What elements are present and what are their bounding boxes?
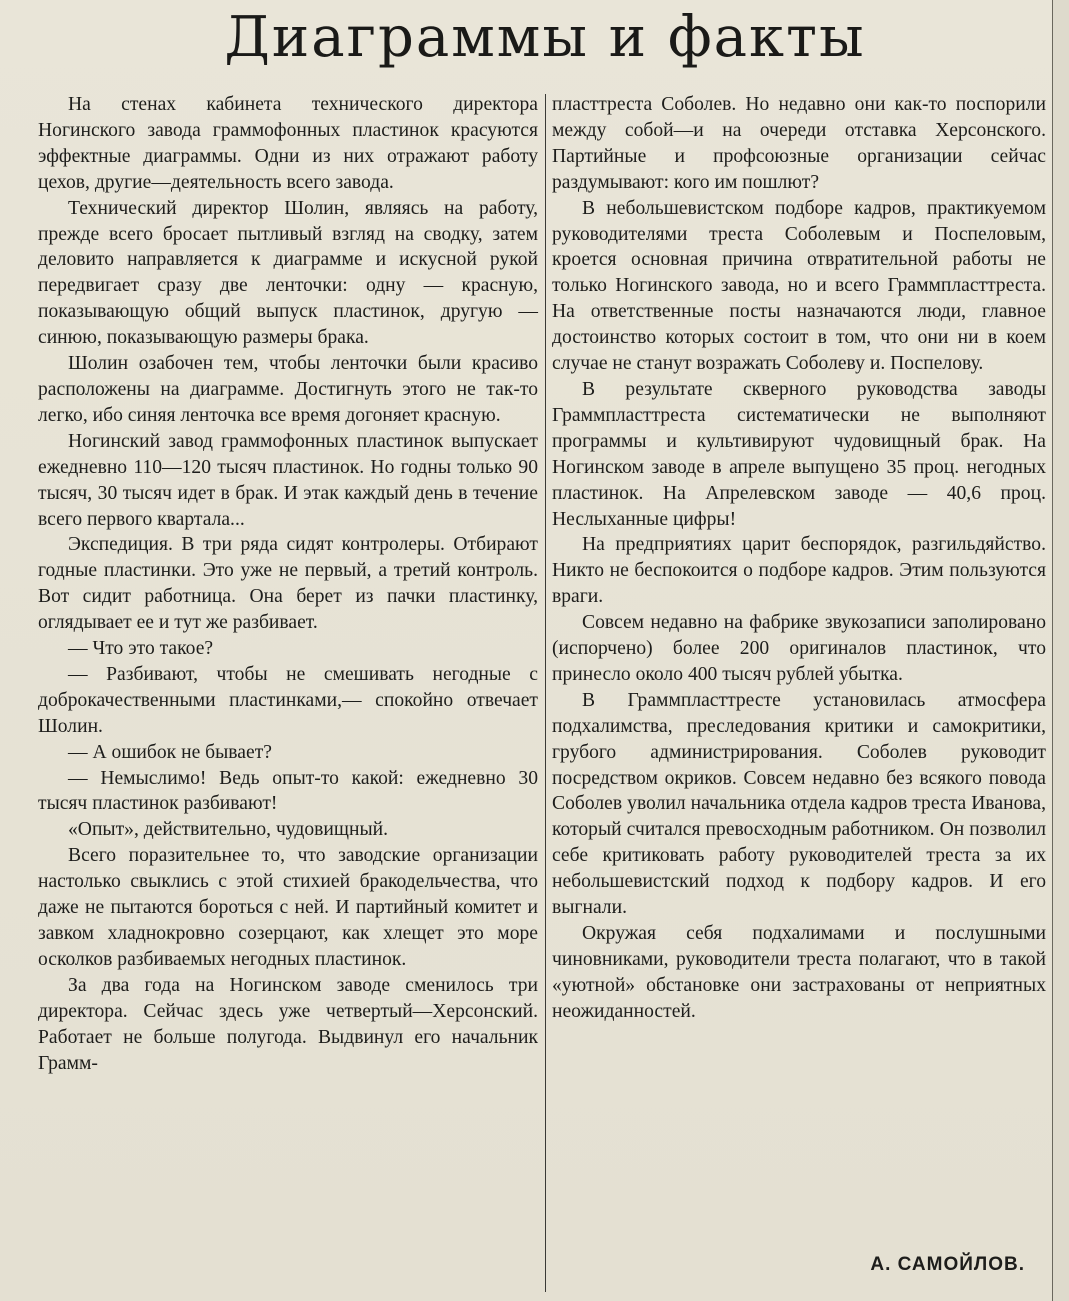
- paragraph: пласттреста Соболев. Но недавно они как-то поспорили между собой—и на очереди отставка Херсонского. Партийные и профсоюзные организации сейчас раздумывают: кого им пошлют?: [552, 94, 1046, 193]
- dialogue-line: — Разбивают, чтобы не смешивать негодные с доброкачественными пластинками,— спокойно отвечает Шолин.: [38, 663, 538, 737]
- paragraph: Шолин озабочен тем, чтобы ленточки были красиво расположены на диаграмме. Достигнуть этого не так-то легко, ибо синяя ленточка все время догоняет красную.: [38, 353, 538, 426]
- paragraph: Окружая себя подхалимами и послушными чиновниками, руководители треста полагают, что в такой «уютной» обстановке они застрахованы от неприятных неожиданностей.: [552, 923, 1046, 1022]
- adjacent-column-edge: [1053, 0, 1069, 1301]
- paragraph: Всего поразительнее то, что заводские организации настолько свыклись с этой стихией бракодельчества, что даже не пытаются бороться с ней. И партийный комитет и завком хладнокровно созерцают, как хлещет это море осколков разбиваемых негодных пластинок.: [38, 845, 538, 970]
- paragraph: Ногинский завод граммофонных пластинок выпускает ежедневно 110—120 тысяч пластинок. Но годны только 90 тысяч, 30 тысяч идет в брак. И этак каждый день в течение всего первого квартала...: [38, 430, 538, 530]
- article-column-right: [552, 92, 1046, 1025]
- paragraph: В небольшевистском подборе кадров, практикуемом руководителями треста Соболевым и Поспеловым, кроется основная причина отвратительной работы не только Ногинского завода, но и всего Граммпласттреста. На ответственные посты назначаются люди, главное достоинство которых состоит в том, что они ни в коем случае не станут возражать Соболеву и. Поспелову.: [552, 197, 1046, 375]
- paragraph: В Граммпласттресте установилась атмосфера подхалимства, преследования критики и самокритики, грубого администрирования. Соболев руководит посредством окриков. Совсем недавно без всякого повода Соболев уволил начальника отдела кадров треста Иванова, который считался превосходным работником. Он позволил себе критиковать работу руководителей треста за их небольшевистский подход к подбору кадров. И его выгнали.: [552, 689, 1046, 919]
- paragraph: За два года на Ногинском заводе сменилось три директора. Сейчас здесь уже четвертый—Херсонский. Работает не больше полугода. Выдвинул его начальник Грамм-: [38, 974, 538, 1074]
- paragraph: В результате скверного руководства заводы Граммпласттреста систематически не выполняют программы и культивируют чудовищный брак. На Ногинском заводе в апреле выпущено 35 проц. негодных пластинок. На Апрелевском заводе — 40,6 проц. Неслыханные цифры!: [552, 378, 1046, 530]
- article-headline: Диаграммы и факты: [224, 5, 866, 70]
- dialogue-line: — Что это такое?: [68, 638, 214, 660]
- paragraph: На предприятиях царит беспорядок, разгильдяйство. Никто не беспокоится о подборе кадров. Этим пользуются враги.: [552, 534, 1046, 608]
- dialogue-line: — Немыслимо! Ведь опыт-то какой: ежедневно 30 тысяч пластинок разбивают!: [38, 767, 538, 815]
- paragraph: «Опыт», действительно, чудовищный.: [68, 819, 388, 841]
- column-divider: [545, 94, 546, 1292]
- paragraph: Совсем недавно на фабрике звукозаписи заполировано (испорчено) более 200 оригиналов пластинок, что принесло около 400 тысяч рублей убытка.: [552, 612, 1046, 685]
- paragraph: Экспедиция. В три ряда сидят контролеры. Отбирают годные пластинки. Это уже не первый, а третий контроль. Вот сидит работница. Она берет из пачки пластинку, оглядывает ее и тут же разбивает.: [38, 534, 538, 634]
- paragraph: На стенах кабинета технического директора Ногинского завода граммофонных пластинок красуются эффектные диаграммы. Одни из них отражают работу цехов, другие—деятельность всего завода.: [38, 94, 538, 193]
- paragraph: Технический директор Шолин, являясь на работу, прежде всего бросает пытливый взгляд на сводку, затем деловито направляется к диаграмме и искусной рукой передвигает сразу две ленточки: одну — красную, показывающую общий выпуск пластинок, другую — синюю, показывающую размеры брака.: [38, 197, 538, 349]
- article-column-left: [38, 92, 538, 1076]
- author-signature: А. САМОЙЛОВ.: [870, 1254, 1025, 1275]
- dialogue-line: — А ошибок не бывает?: [68, 741, 272, 763]
